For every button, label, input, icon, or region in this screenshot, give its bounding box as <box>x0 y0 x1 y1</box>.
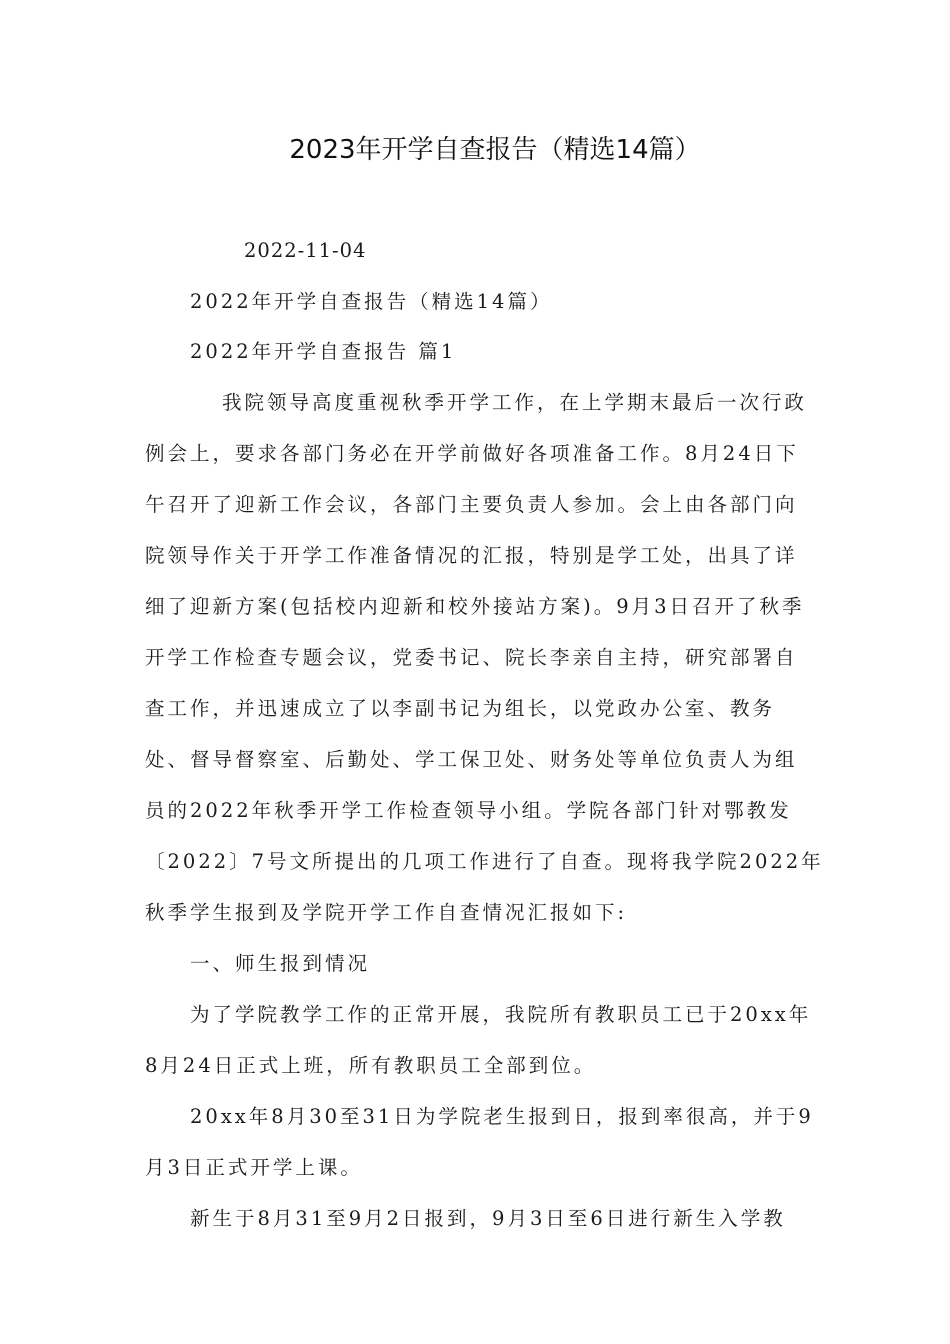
paragraph-line: 20xx年8月30至31日为学院老生报到日，报到率很高，并于9 <box>190 1105 814 1128</box>
paragraph-line: 午召开了迎新工作会议，各部门主要负责人参加。会上由各部门向 <box>145 493 798 516</box>
paragraph-line: 为了学院教学工作的正常开展，我院所有教职员工已于20xx年 <box>190 1003 812 1026</box>
paragraph-line: 例会上，要求各部门务必在开学前做好各项准备工作。8月24日下 <box>145 442 799 465</box>
paragraph-line: 细了迎新方案(包括校内迎新和校外接站方案)。9月3日召开了秋季 <box>145 595 805 618</box>
paragraph-line: 开学工作检查专题会议，党委书记、院长李亲自主持，研究部署自 <box>145 646 798 669</box>
paragraph-line: 员的2022年秋季开学工作检查领导小组。学院各部门针对鄂教发 <box>145 799 792 822</box>
paragraph-line: 月3日正式开学上课。 <box>145 1156 363 1179</box>
document-date: 2022-11-04 <box>244 239 367 262</box>
paragraph-line: 〔2022〕7号文所提出的几项工作进行了自查。现将我学院2022年 <box>145 850 824 873</box>
paragraph-line: 新生于8月31至9月2日报到，9月3日至6日进行新生入学教 <box>190 1207 786 1230</box>
paragraph-line: 8月24日正式上班，所有教职员工全部到位。 <box>145 1054 597 1077</box>
section-heading: 2022年开学自查报告 篇1 <box>190 340 457 363</box>
document-title: 2023年开学自查报告（精选14篇） <box>289 135 701 165</box>
paragraph-line: 秋季学生报到及学院开学工作自查情况汇报如下: <box>145 901 628 924</box>
subsection-heading: 一、师生报到情况 <box>190 952 371 975</box>
document-subtitle: 2022年开学自查报告（精选14篇） <box>190 290 553 313</box>
paragraph-line: 院领导作关于开学工作准备情况的汇报，特别是学工处，出具了详 <box>145 544 798 567</box>
paragraph-line: 查工作，并迅速成立了以李副书记为组长，以党政办公室、教务 <box>145 697 776 720</box>
paragraph-line: 处、督导督察室、后勤处、学工保卫处、财务处等单位负责人为组 <box>145 748 798 771</box>
paragraph-line: 我院领导高度重视秋季开学工作，在上学期末最后一次行政 <box>222 391 808 414</box>
